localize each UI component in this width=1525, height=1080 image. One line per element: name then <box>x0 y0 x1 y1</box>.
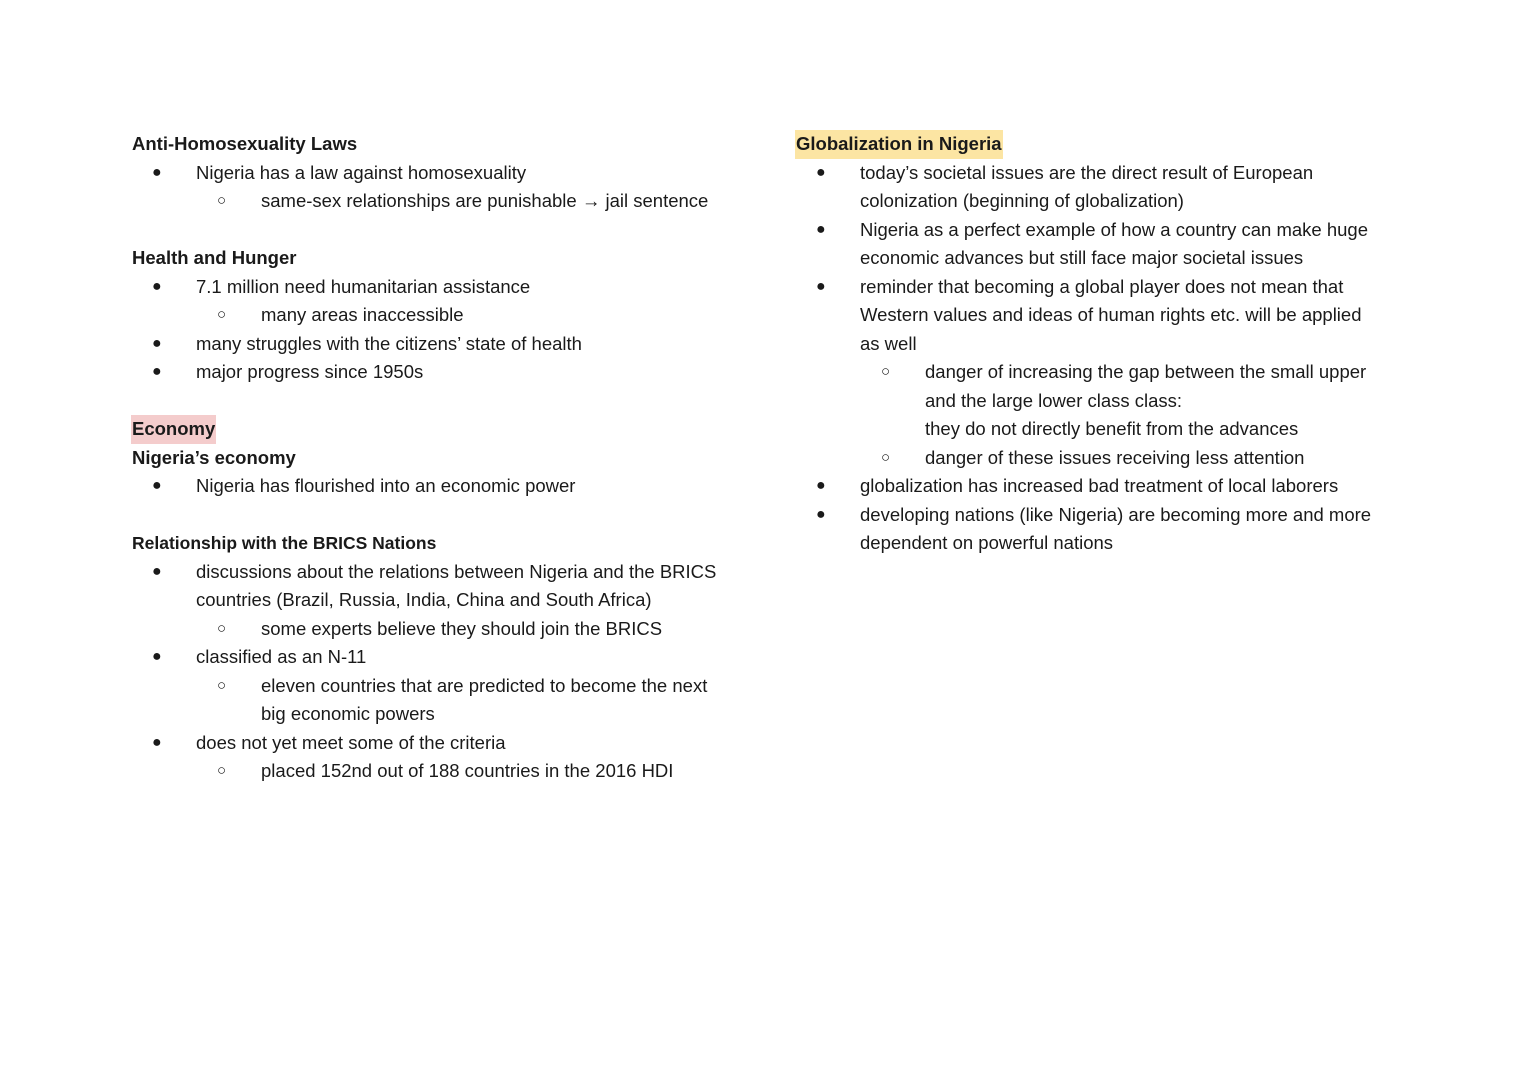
bullet-icon: ● <box>152 477 162 494</box>
bullet-icon: ● <box>152 562 162 580</box>
section-heading-health: Health and Hunger <box>132 247 297 268</box>
list-item: ● many struggles with the citizens’ state of health <box>131 330 741 359</box>
section-heading-globalization: Globalization in Nigeria <box>795 130 1395 159</box>
left-column <box>131 130 741 786</box>
sub-bullet-icon: ○ <box>881 448 891 466</box>
list-sub-item: ○ some experts believe they should join the BRICS <box>131 615 741 644</box>
list-item: ● Nigeria as a perfect example of how a country can make huge economic advances but still face major societal issues <box>795 216 1395 273</box>
list-item: ● discussions about the relations between Nigeria and the BRICS countries (Brazil, Russia, India, China and South Africa) <box>131 558 741 615</box>
sub-bullet-icon: ○ <box>217 619 227 637</box>
bullet-icon: ● <box>152 163 162 181</box>
bullet-icon: ● <box>816 277 826 295</box>
list-item: ● Nigeria has a law against homosexuality <box>131 159 741 188</box>
bullet-icon: ● <box>152 733 162 751</box>
bullet-icon: ● <box>152 277 162 295</box>
list-sub-item: ○ placed 152nd out of 188 countries in the 2016 HDI <box>131 757 741 786</box>
list-item: ● developing nations (like Nigeria) are becoming more and more dependent on powerful nations <box>795 501 1395 558</box>
sub-bullet-icon: ○ <box>217 306 227 323</box>
sub-bullet-icon: ○ <box>217 762 227 779</box>
section-heading-nigerias-economy: Nigeria’s economy <box>132 446 296 468</box>
bullet-icon: ● <box>152 363 162 380</box>
bullet-icon: ● <box>816 477 826 494</box>
sub-bullet-icon: ○ <box>217 192 227 209</box>
sub-bullet-icon: ○ <box>217 676 227 694</box>
section-heading-anti-homosexuality: Anti-Homosexuality Laws <box>132 133 358 154</box>
list-item: ● Nigeria has flourished into an economic power <box>131 472 741 501</box>
bullet-icon: ● <box>816 163 826 181</box>
sub-bullet-icon: ○ <box>881 363 891 380</box>
list-item: ● reminder that becoming a global player does not mean that Western values and ideas of human rights etc. will be applied as well <box>795 273 1395 359</box>
right-column <box>795 130 1395 558</box>
section-label-economy: Economy <box>131 415 741 444</box>
list-sub-item: ○ danger of these issues receiving less attention <box>795 444 1395 473</box>
bullet-icon: ● <box>816 505 826 523</box>
bullet-icon: ● <box>152 334 162 352</box>
list-sub-item: ○ danger of increasing the gap between the small upper and the large lower class class: they do not directly benefit from the advances <box>795 358 1395 444</box>
list-item: ● does not yet meet some of the criteria <box>131 729 741 758</box>
list-item: ● globalization has increased bad treatment of local laborers <box>795 472 1395 501</box>
list-item: ● 7.1 million need humanitarian assistance <box>131 273 741 302</box>
bullet-icon: ● <box>152 648 162 665</box>
list-item: ● today’s societal issues are the direct result of European colonization (beginning of globalization) <box>795 159 1395 216</box>
bullet-icon: ● <box>816 220 826 238</box>
list-sub-item: ○ same-sex relationships are punishable → jail sentence <box>131 187 741 216</box>
section-heading-brics: Relationship with the BRICS Nations <box>132 533 437 553</box>
list-sub-item: ○ eleven countries that are predicted to become the next big economic powers <box>131 672 741 729</box>
list-item: ● classified as an N-11 <box>131 643 741 672</box>
list-sub-item: ○ many areas inaccessible <box>131 301 741 330</box>
list-item: ● major progress since 1950s <box>131 358 741 387</box>
